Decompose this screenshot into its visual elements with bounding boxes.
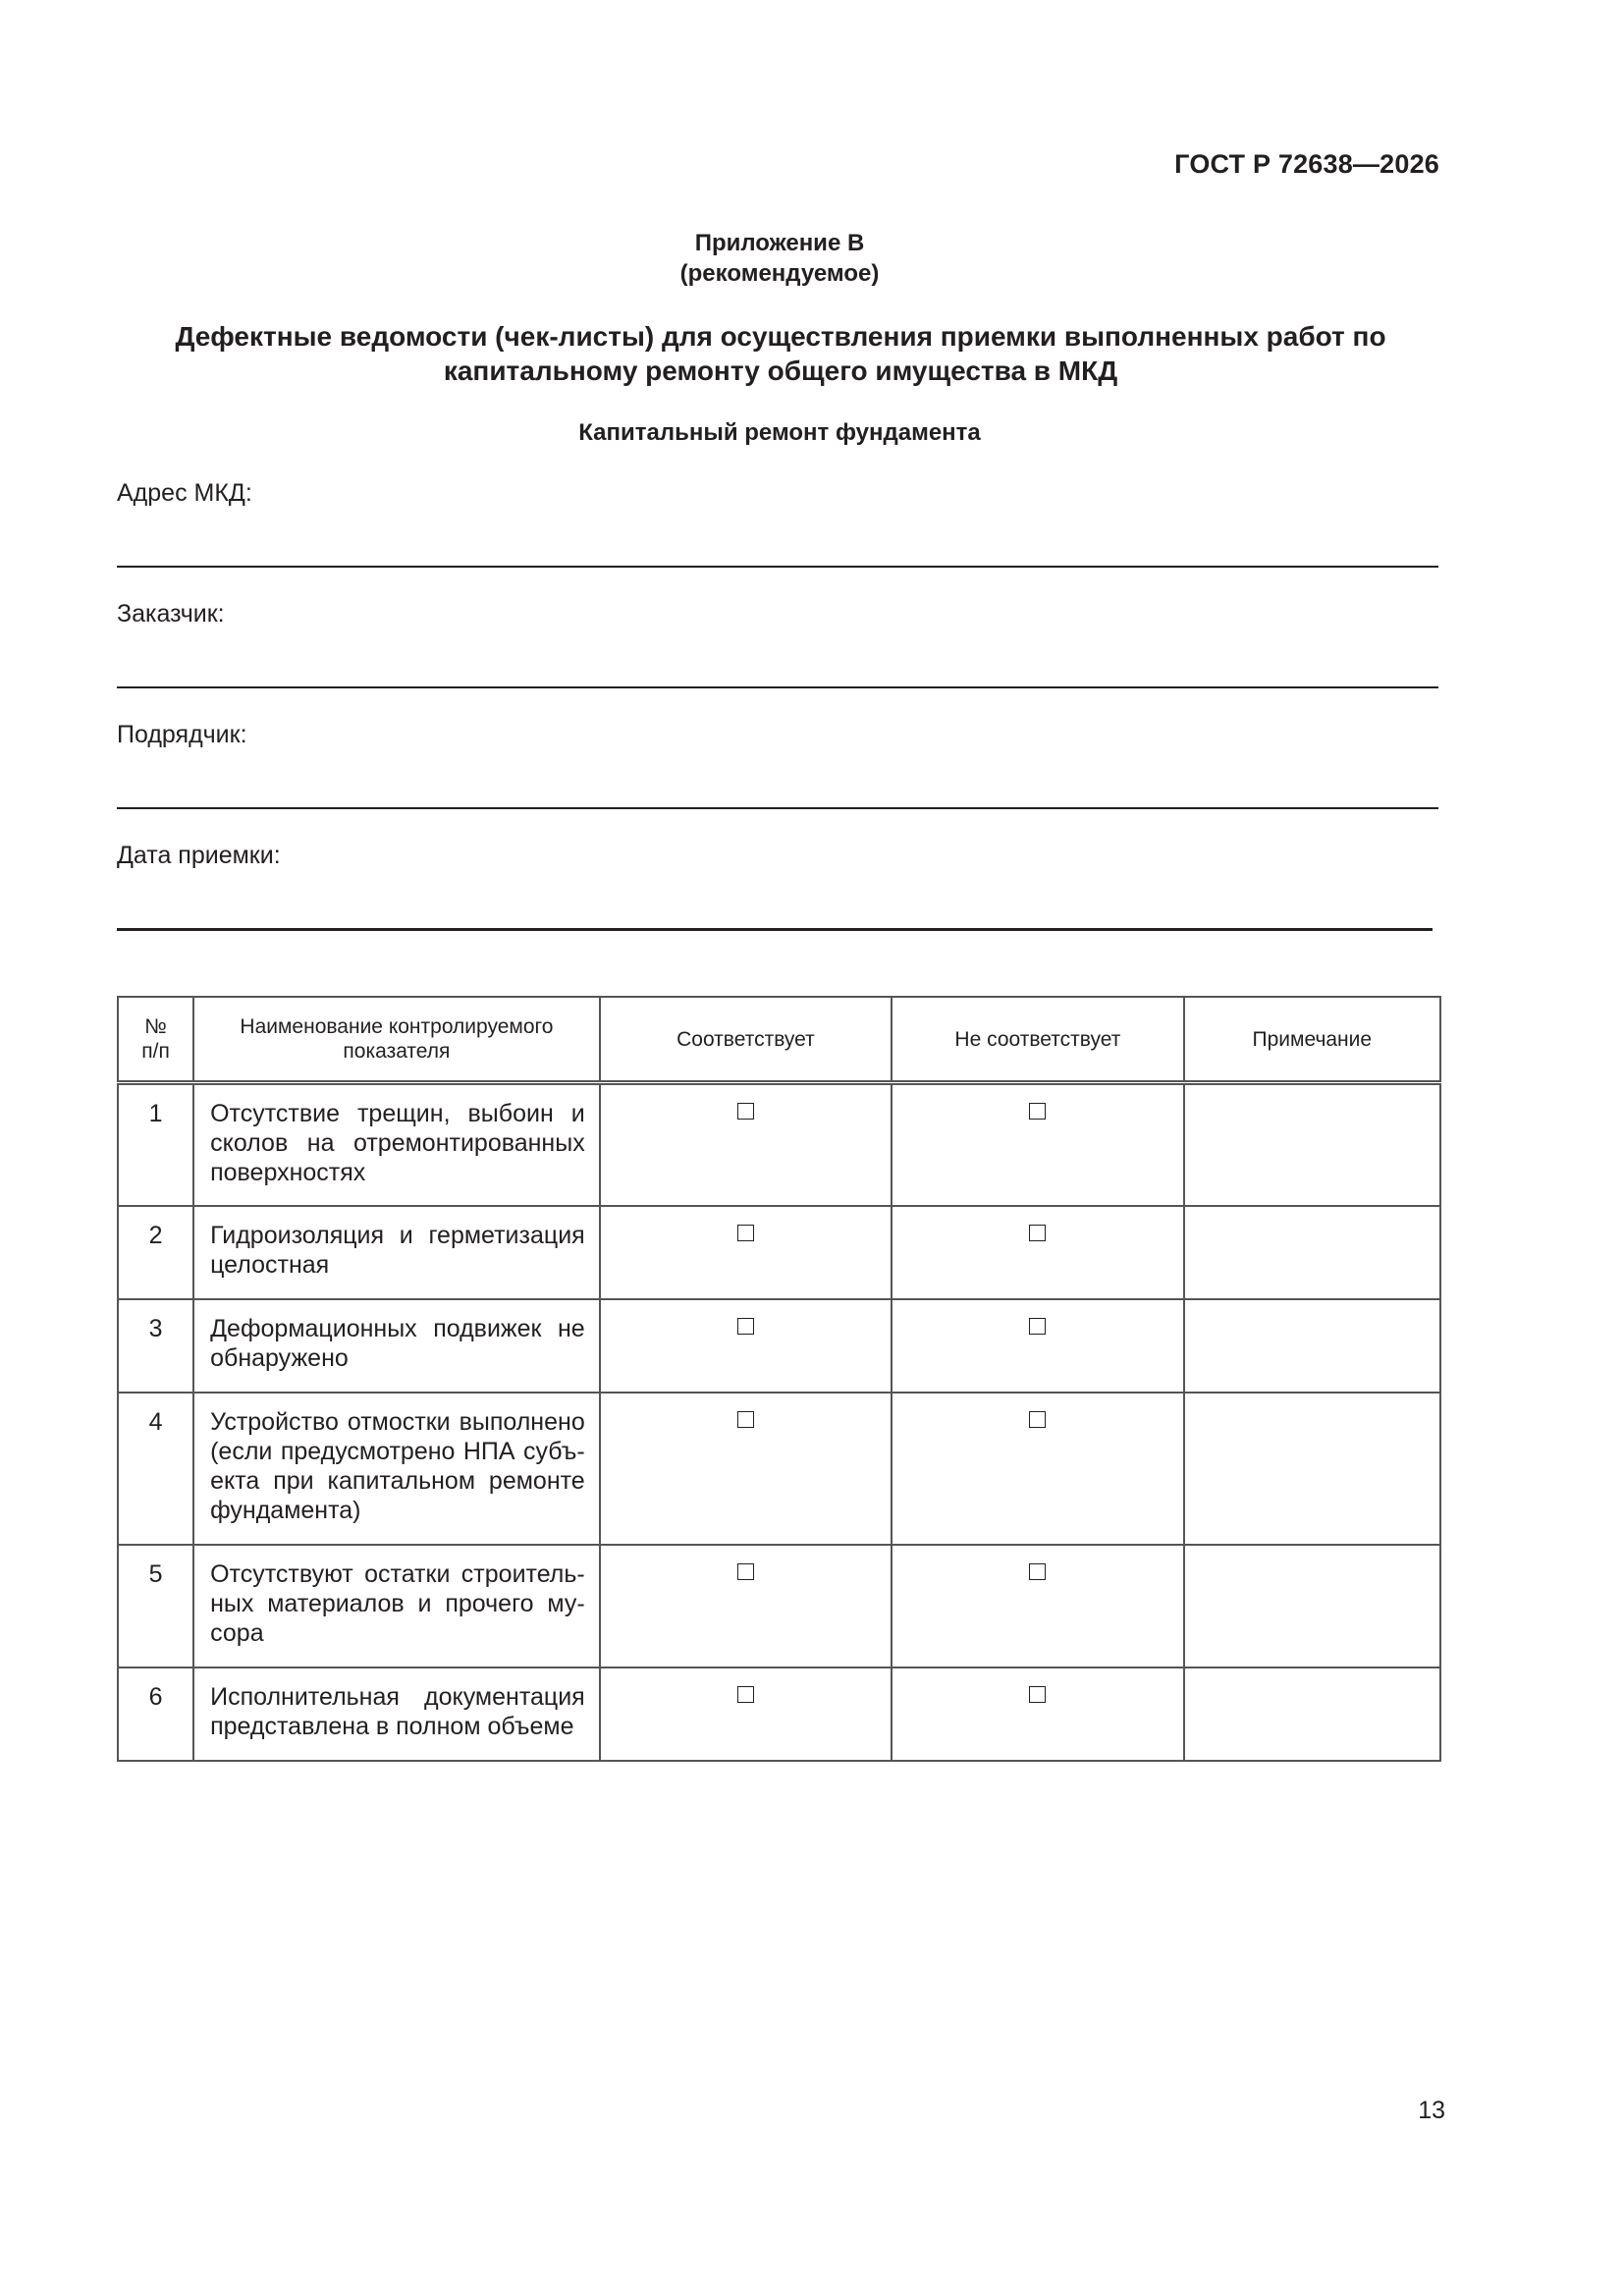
row-number: 1: [118, 1083, 193, 1207]
checklist-table: [117, 996, 1441, 1762]
row-number: 5: [118, 1545, 193, 1667]
compliant-cell: [600, 1667, 892, 1761]
table-header-row: [118, 997, 1440, 1083]
non-compliant-cell: [892, 1299, 1183, 1393]
compliant-checkbox[interactable]: [737, 1411, 754, 1428]
non-compliant-cell: [892, 1667, 1183, 1761]
compliant-cell: [600, 1393, 892, 1545]
non-compliant-cell: [892, 1545, 1183, 1667]
header-number-line-2: п/п: [141, 1040, 170, 1063]
note-cell[interactable]: [1184, 1545, 1440, 1667]
non-compliant-checkbox[interactable]: [1029, 1103, 1046, 1120]
note-cell[interactable]: [1184, 1393, 1440, 1545]
table-row: [118, 1393, 1440, 1545]
table-row: [118, 1206, 1440, 1299]
header-indicator-name: Наименование контролируемого показателя: [193, 997, 600, 1083]
non-compliant-checkbox[interactable]: [1029, 1318, 1046, 1335]
table-row: [118, 1545, 1440, 1667]
note-cell[interactable]: [1184, 1667, 1440, 1761]
header-compliant: Соответствует: [600, 997, 892, 1083]
row-indicator: Отсутствуют остатки строительных материалов и прочего мусора: [193, 1545, 600, 1667]
compliant-checkbox[interactable]: [737, 1686, 754, 1703]
row-indicator: Отсутствие трещин, выбоин и сколов на отремонтированных поверхностях: [193, 1083, 600, 1207]
field-contractor-label: Подрядчик:: [117, 721, 247, 748]
row-number: 6: [118, 1667, 193, 1761]
compliant-cell: [600, 1545, 892, 1667]
field-customer: [117, 600, 1438, 629]
section-title: Капитальный ремонт фундамента: [578, 419, 981, 446]
compliant-cell: [600, 1299, 892, 1393]
page-number: 13: [1418, 2097, 1445, 2124]
non-compliant-cell: [892, 1083, 1183, 1207]
header-number: [118, 997, 193, 1083]
field-contractor-line[interactable]: [117, 807, 1438, 809]
appendix-heading: [0, 228, 1559, 289]
non-compliant-checkbox[interactable]: [1029, 1686, 1046, 1703]
non-compliant-checkbox[interactable]: [1029, 1411, 1046, 1428]
document-title: [147, 319, 1414, 388]
note-cell[interactable]: [1184, 1299, 1440, 1393]
document-title-line-2: капитальному ремонту общего имущества в МКД: [443, 355, 1118, 386]
header-number-line-1: №: [144, 1015, 167, 1038]
field-address: [117, 479, 1438, 508]
table-row: [118, 1299, 1440, 1393]
table-row: [118, 1667, 1440, 1761]
field-address-line[interactable]: [117, 566, 1438, 568]
non-compliant-checkbox[interactable]: [1029, 1563, 1046, 1580]
standard-code: ГОСТ Р 72638—2026: [1174, 149, 1439, 179]
field-customer-label: Заказчик:: [117, 600, 225, 628]
row-indicator: Устройство отмостки выполнено (если предусмотрено НПА субъекта при капитальном ремонте фундамента): [193, 1393, 600, 1545]
row-number: 2: [118, 1206, 193, 1299]
row-indicator: Гидроизоляция и герметизация целостная: [193, 1206, 600, 1299]
field-address-label: Адрес МКД:: [117, 479, 252, 507]
field-acceptance-date-line[interactable]: [117, 928, 1433, 931]
row-indicator: Деформационных подвижек не обнаружено: [193, 1299, 600, 1393]
appendix-subtitle: (рекомендуемое): [679, 260, 880, 287]
compliant-checkbox[interactable]: [737, 1563, 754, 1580]
row-number: 3: [118, 1299, 193, 1393]
compliant-checkbox[interactable]: [737, 1103, 754, 1120]
table-row: [118, 1083, 1440, 1207]
header-non-compliant: Не соответствует: [892, 997, 1183, 1083]
compliant-checkbox[interactable]: [737, 1318, 754, 1335]
note-cell[interactable]: [1184, 1206, 1440, 1299]
non-compliant-cell: [892, 1393, 1183, 1545]
field-acceptance-date: [117, 842, 1438, 870]
field-customer-line[interactable]: [117, 686, 1438, 688]
document-title-line-1: Дефектные ведомости (чек-листы) для осуществления приемки выполненных работ по: [175, 321, 1386, 352]
row-number: 4: [118, 1393, 193, 1545]
compliant-cell: [600, 1206, 892, 1299]
header-note: Примечание: [1184, 997, 1440, 1083]
note-cell[interactable]: [1184, 1083, 1440, 1207]
row-indicator: Исполнительная документация представлена в полном объеме: [193, 1667, 600, 1761]
field-acceptance-date-label: Дата приемки:: [117, 842, 281, 869]
compliant-checkbox[interactable]: [737, 1225, 754, 1241]
non-compliant-checkbox[interactable]: [1029, 1225, 1046, 1241]
field-contractor: [117, 721, 1438, 749]
non-compliant-cell: [892, 1206, 1183, 1299]
appendix-title: Приложение В: [694, 230, 865, 256]
compliant-cell: [600, 1083, 892, 1207]
